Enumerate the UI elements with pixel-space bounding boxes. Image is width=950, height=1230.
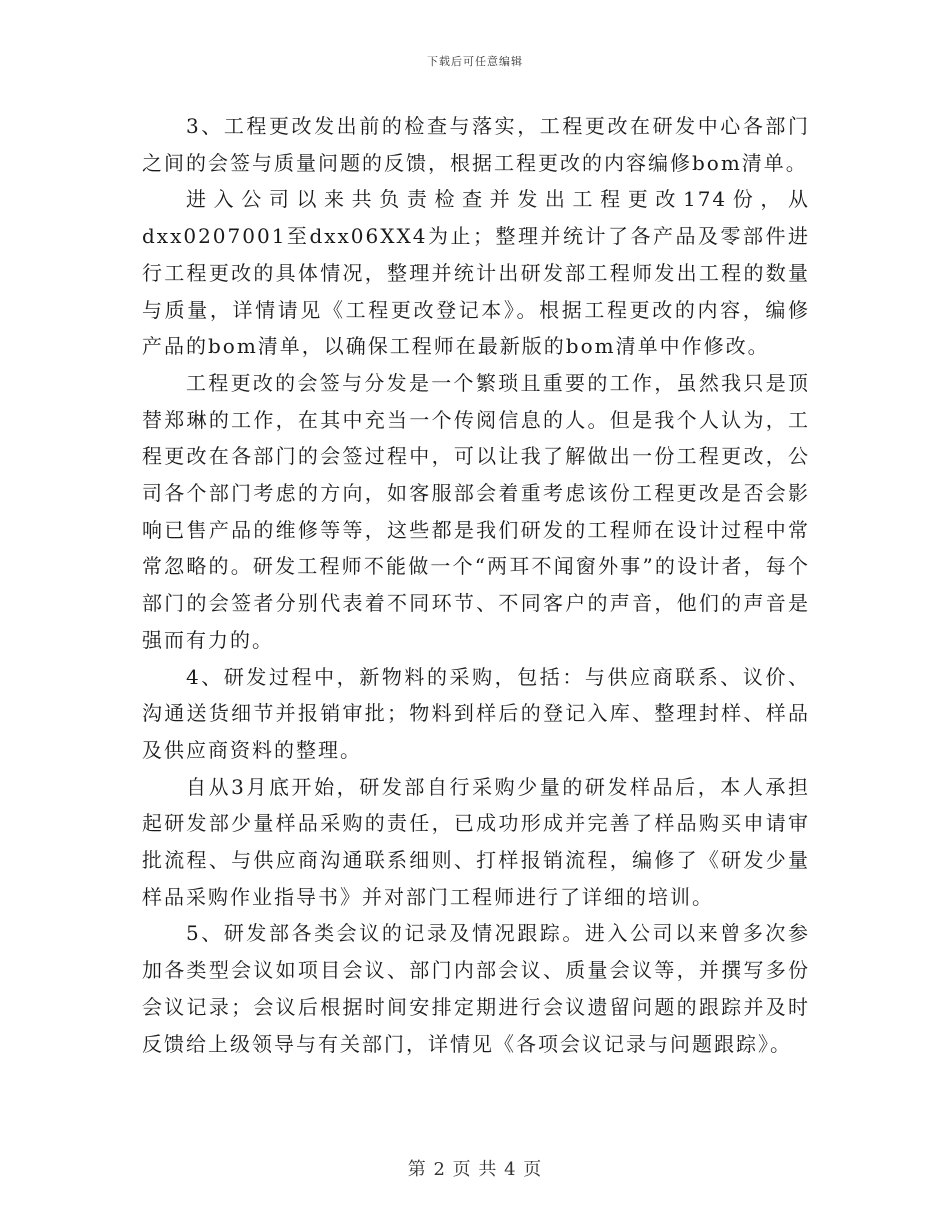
document-body <box>142 108 810 1062</box>
paragraph-item-4: 4、研发过程中，新物料的采购，包括：与供应商联系、议价、沟通送货细节并报销审批；物料到样后的登记入库、整理封样、样品及供应商资料的整理。 <box>142 664 810 762</box>
paragraph-item-3-detail: 进入公司以来共负责检查并发出工程更改174份，从dxx0207001至dxx06XX4为止；整理并统计了各产品及零部件进行工程更改的具体情况，整理并统计出研发部工程师发出工程的数量与质量，详情请见《工程更改登记本》。根据工程更改的内容，编修产品的bom清单，以确保工程师在最新版的bom清单中作修改。 <box>142 187 810 359</box>
page-number: 第 2 页 共 4 页 <box>407 1159 543 1180</box>
paragraph-item-4-detail: 自从3月底开始，研发部自行采购少量的研发样品后，本人承担起研发部少量样品采购的责任，已成功形成并完善了样品购买申请审批流程、与供应商沟通联系细则、打样报销流程，编修了《研发少量样品采购作业指导书》并对部门工程师进行了详细的培训。 <box>142 774 810 909</box>
page-header: 下载后可任意编辑 <box>427 55 523 68</box>
paragraph-item-3: 3、工程更改发出前的检查与落实，工程更改在研发中心各部门之间的会签与质量问题的反馈，根据工程更改的内容编修bom清单。 <box>142 114 810 175</box>
paragraph-item-3-reflection: 工程更改的会签与分发是一个繁琐且重要的工作，虽然我只是顶替郑琳的工作，在其中充当一个传阅信息的人。但是我个人认为，工程更改在各部门的会签过程中，可以让我了解做出一份工程更改，公司各个部门考虑的方向，如客服部会着重考虑该份工程更改是否会影响已售产品的维修等等，这些都是我们研发的工程师在设计过程中常常忽略的。研发工程师不能做一个“两耳不闻窗外事”的设计者，每个部门的会签者分别代表着不同环节、不同客户的声音，他们的声音是强而有力的。 <box>142 370 810 652</box>
paragraph-item-5: 5、研发部各类会议的记录及情况跟踪。进入公司以来曾多次参加各类型会议如项目会议、部门内部会议、质量会议等，并撰写多份会议记录；会议后根据时间安排定期进行会议遗留问题的跟踪并及时反馈给上级领导与有关部门，详情见《各项会议记录与问题跟踪》。 <box>142 921 810 1056</box>
